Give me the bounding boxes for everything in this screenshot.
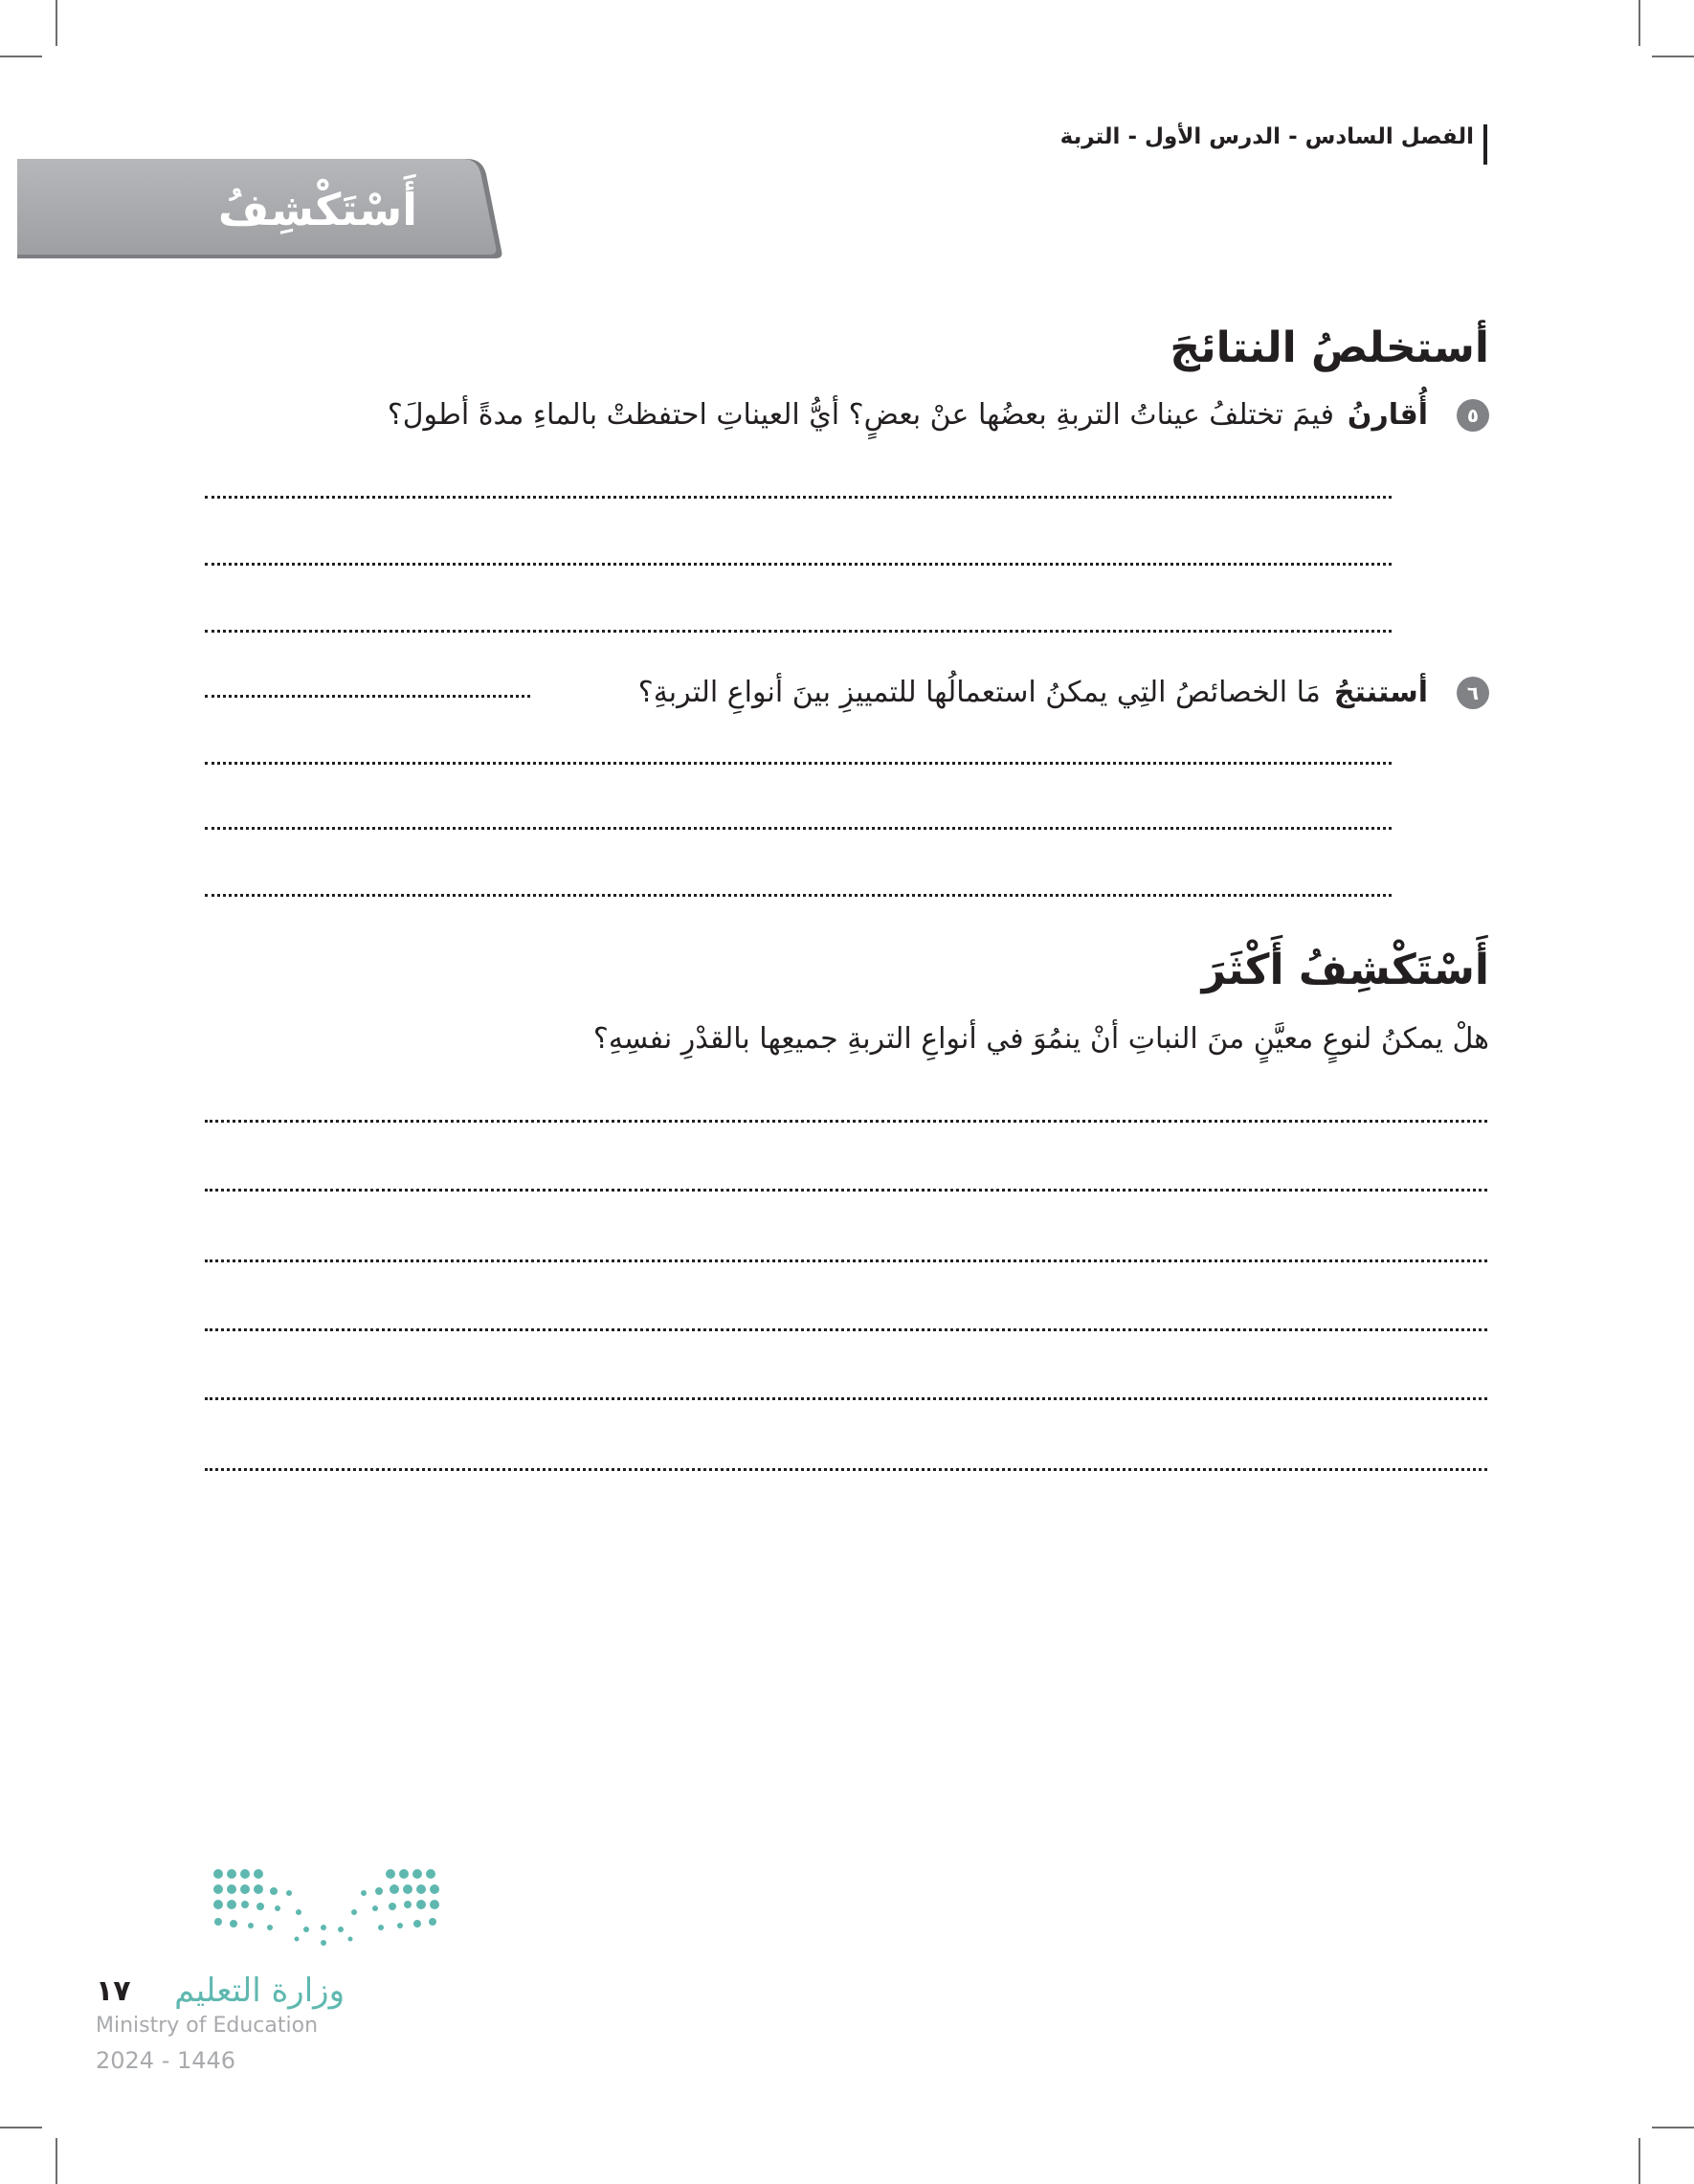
answer-line[interactable] <box>205 695 530 698</box>
answer-line[interactable] <box>205 827 1392 830</box>
answer-line[interactable] <box>205 1397 1487 1400</box>
question-text: فيمَ تختلفُ عيناتُ التربةِ بعضُها عنْ بعضٍ؟ أيُّ العيناتِ احتفظتْ بالماءِ مدةً أطولَ؟ <box>387 398 1334 432</box>
crop-mark <box>56 2138 57 2184</box>
ministry-logo-icon <box>211 1866 450 1952</box>
crop-mark <box>1638 0 1640 46</box>
crop-mark <box>56 0 57 46</box>
ministry-name-ar: وزارة التعليم <box>174 1972 345 2010</box>
question-keyword: أُقارنُ <box>1347 398 1428 432</box>
question-6 <box>638 676 1489 709</box>
question-keyword: أستنتجُ <box>1333 676 1428 709</box>
edition-year: 2024 - 1446 <box>96 2047 236 2074</box>
question-5 <box>388 398 1489 432</box>
page-number: ١٧ <box>96 1973 131 2008</box>
crop-mark <box>0 2127 42 2128</box>
question-number-badge: ٥ <box>1457 399 1489 432</box>
crop-mark <box>0 56 42 57</box>
answer-line[interactable] <box>205 563 1392 566</box>
answer-line[interactable] <box>205 1259 1487 1262</box>
breadcrumb: الفصل السادس - الدرس الأول - التربة <box>1059 124 1474 149</box>
explore-more-title: أَسْتَكْشِفُ أَكْثَرَ <box>1201 946 1489 994</box>
explore-more-question: هلْ يمكنُ لنوعٍ معيَّنٍ منَ النباتِ أنْ ينمُوَ في أنواعِ التربةِ جميعِها بالقدْرِ نفسِهِ؟ <box>592 1022 1489 1056</box>
crop-mark <box>1652 2127 1694 2128</box>
answer-line[interactable] <box>205 894 1392 897</box>
tab-title: أَسْتَكْشِفُ <box>217 184 417 235</box>
crop-mark <box>1638 2138 1640 2184</box>
ministry-name-en: Ministry of Education <box>96 2014 319 2038</box>
answer-line[interactable] <box>205 762 1392 765</box>
answer-line[interactable] <box>205 1468 1487 1471</box>
answer-line[interactable] <box>205 630 1392 633</box>
conclusions-title: أستخلصُ النتائجَ <box>1170 323 1489 372</box>
section-tab <box>17 159 505 260</box>
answer-line[interactable] <box>205 496 1392 499</box>
breadcrumb-bar <box>1483 124 1487 165</box>
answer-line[interactable] <box>205 1189 1487 1192</box>
question-text: مَا الخصائصُ التِي يمكنُ استعمالُها للتمييزِ بينَ أنواعِ التربةِ؟ <box>637 676 1321 709</box>
crop-mark <box>1652 56 1694 57</box>
answer-line[interactable] <box>205 1120 1487 1123</box>
answer-line[interactable] <box>205 1328 1487 1331</box>
question-number-badge: ٦ <box>1457 677 1489 709</box>
footer-brand <box>96 1972 345 2074</box>
